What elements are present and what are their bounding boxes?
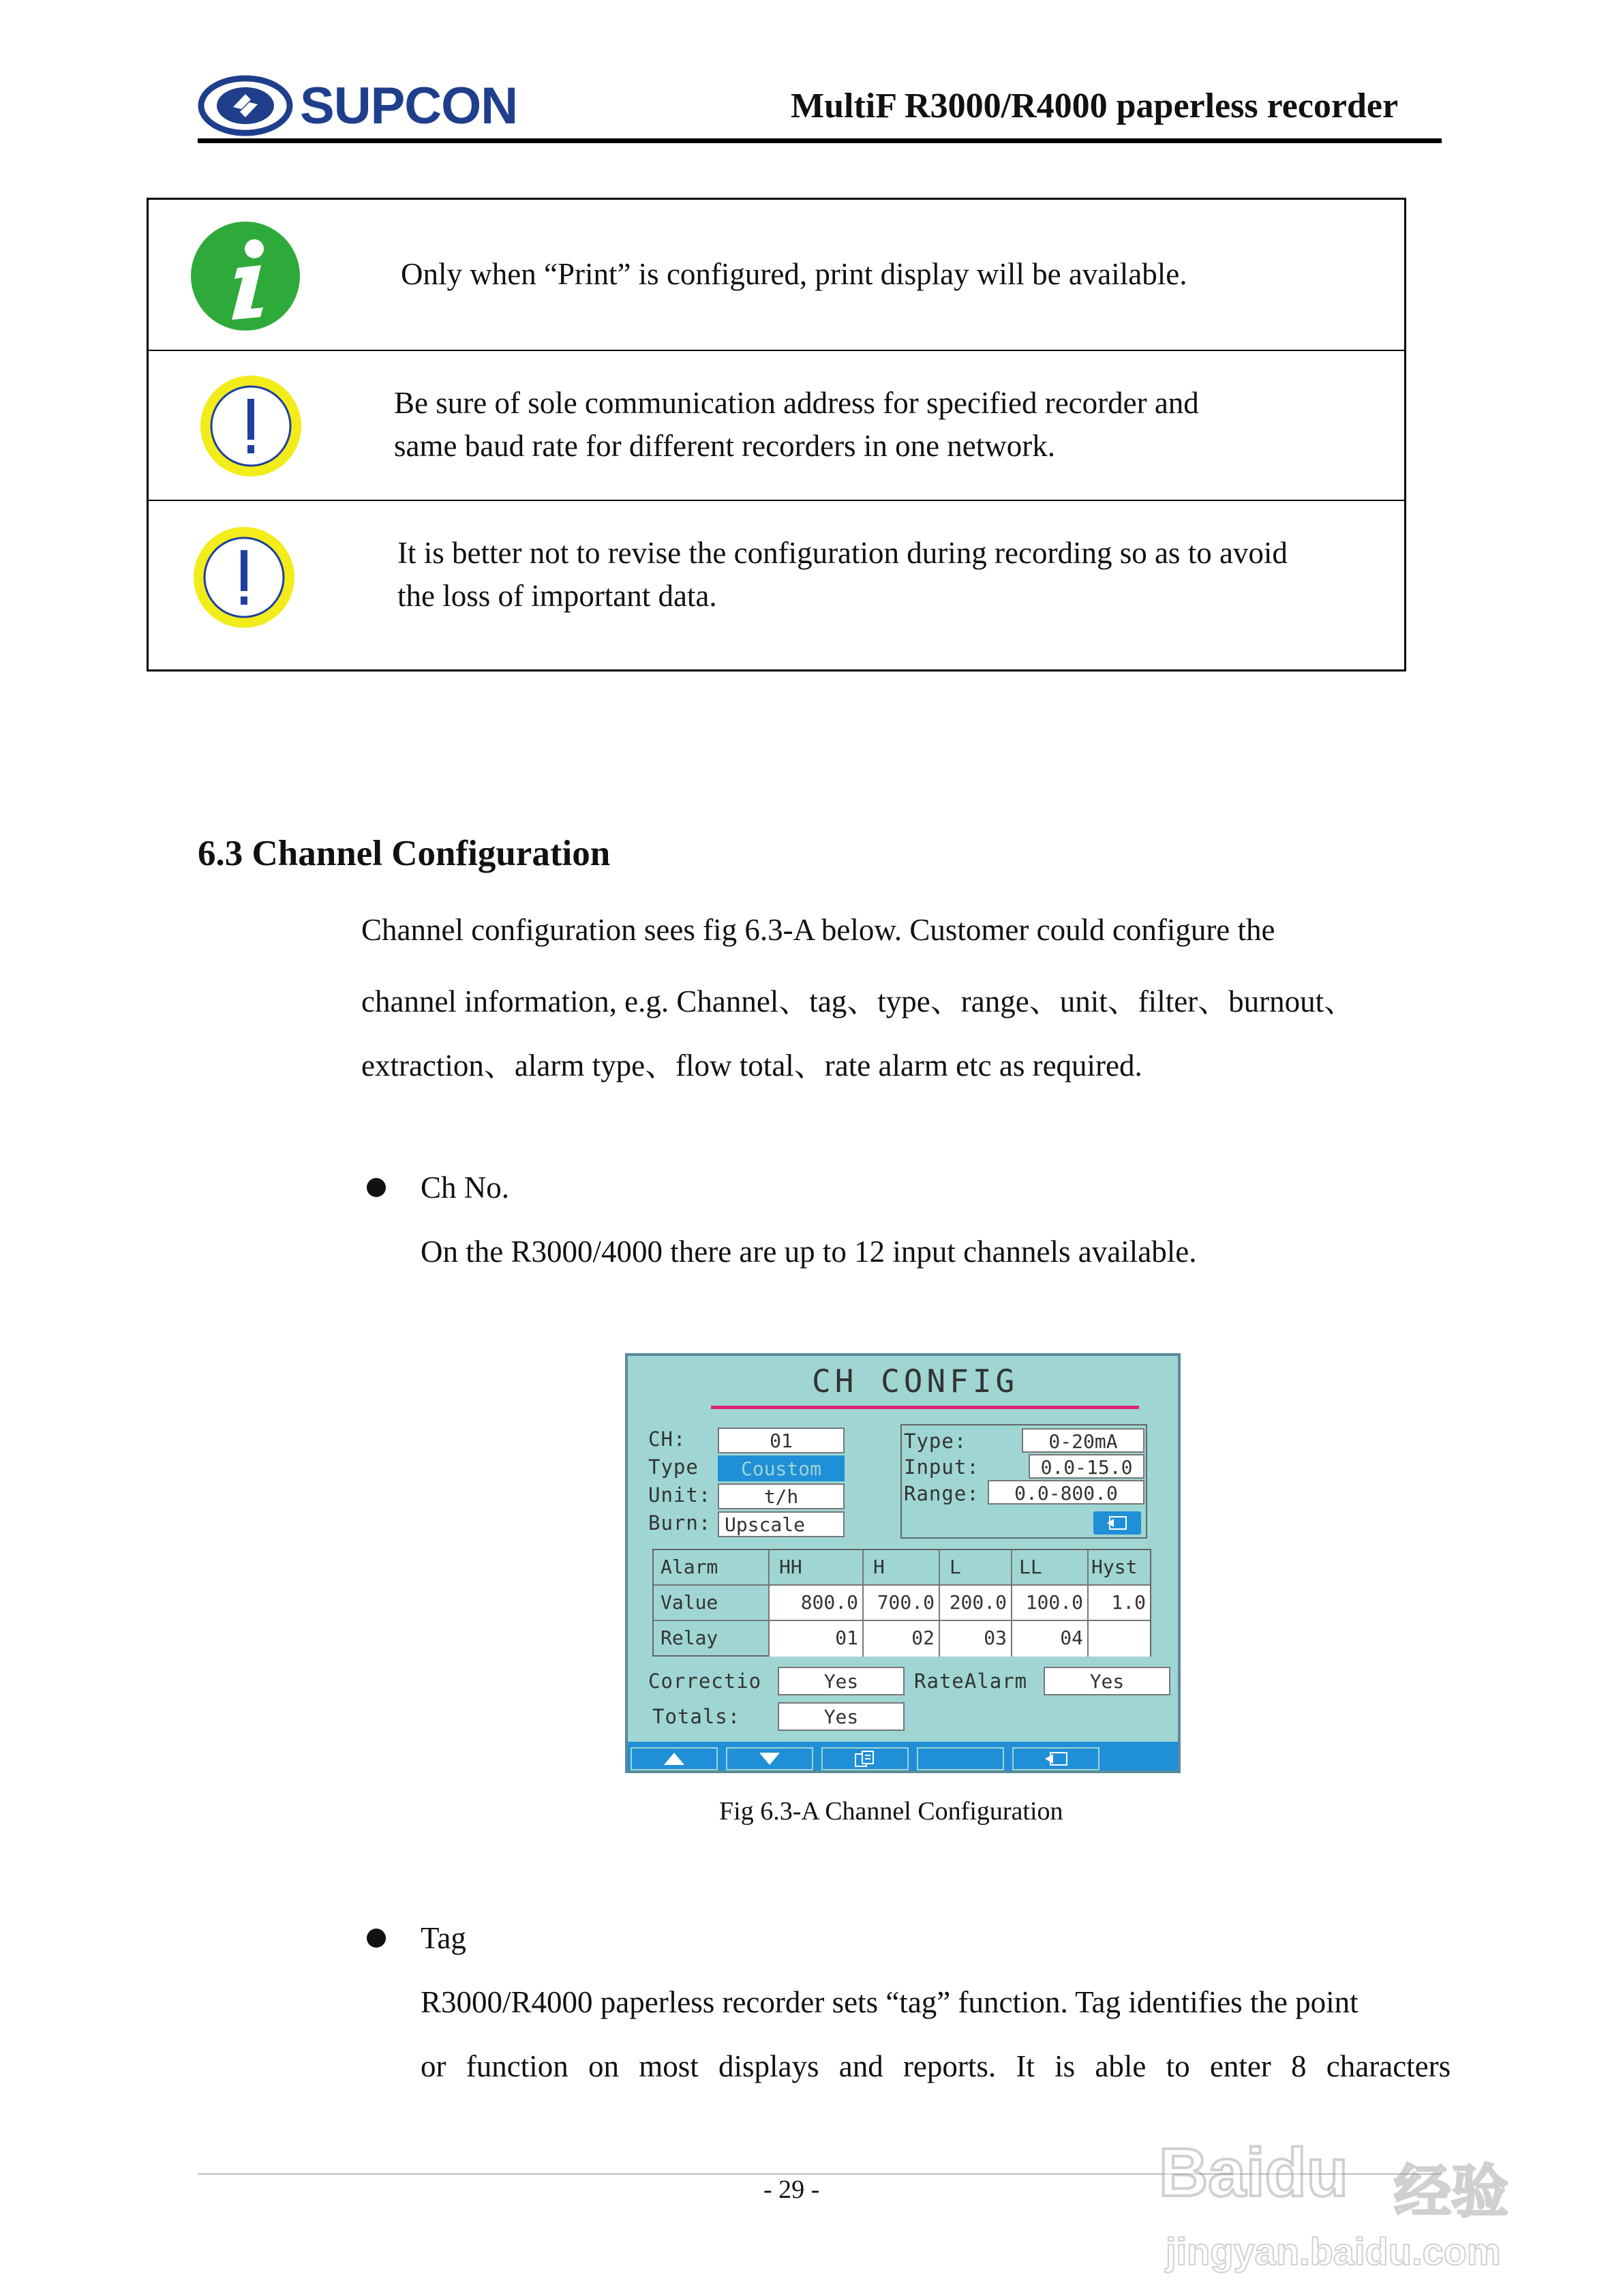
ll-relay[interactable]: 04 xyxy=(1012,1621,1089,1657)
title-underline xyxy=(711,1406,1139,1409)
screen-title: CH CONFIG xyxy=(812,1363,1019,1400)
rate-alarm-label: RateAlarm xyxy=(914,1670,1028,1693)
ll-value[interactable]: 100.0 xyxy=(1012,1586,1089,1621)
h-value[interactable]: 700.0 xyxy=(864,1586,940,1621)
correction-label: Correctio xyxy=(648,1670,762,1693)
enter-button[interactable] xyxy=(1093,1511,1141,1535)
table-header-cell: LL xyxy=(1012,1550,1089,1586)
page-number: - 29 - xyxy=(763,2175,820,2204)
input-type-label: Type: xyxy=(904,1430,967,1453)
burn-field[interactable]: Upscale xyxy=(718,1511,845,1537)
baidu-watermark xyxy=(1159,2113,1541,2291)
type-label: Type xyxy=(648,1455,699,1479)
table-header-cell: L xyxy=(940,1550,1012,1586)
watermark-url: jingyan.baidu.com xyxy=(1166,2230,1501,2273)
range-field[interactable]: 0.0-800.0 xyxy=(988,1480,1144,1505)
notice-line: same baud rate for different recorders in one network. xyxy=(394,429,1056,463)
watermark-brand: Baidu xyxy=(1159,2134,1348,2211)
paragraph-line: Channel configuration sees fig 6.3-A below. Customer could configure the xyxy=(361,913,1275,947)
hyst-relay[interactable] xyxy=(1089,1621,1150,1657)
notice-row xyxy=(149,351,1404,501)
totals-field[interactable]: Yes xyxy=(778,1702,905,1731)
totals-label: Totals: xyxy=(652,1705,741,1728)
figure-caption: Fig 6.3-A Channel Configuration xyxy=(719,1797,1063,1826)
up-arrow-icon xyxy=(663,1751,686,1766)
section-title: 6.3 Channel Configuration xyxy=(198,834,611,873)
table-header-cell: Alarm xyxy=(654,1550,770,1586)
ch-field[interactable]: 01 xyxy=(718,1428,845,1453)
h-relay[interactable]: 02 xyxy=(864,1621,940,1657)
bullet-dot xyxy=(367,1929,386,1948)
input-range-label: Input: xyxy=(904,1455,980,1479)
enter-icon xyxy=(1093,1511,1141,1535)
l-value[interactable]: 200.0 xyxy=(940,1586,1012,1621)
bullet-text: or function on most displays and reports. It is able to enter 8 characters xyxy=(421,2049,1451,2083)
brand-name: SUPCON xyxy=(300,77,518,135)
down-button[interactable] xyxy=(726,1747,813,1770)
header-divider xyxy=(198,138,1442,143)
table-header-cell: H xyxy=(864,1550,940,1586)
notice-row xyxy=(149,501,1404,671)
unit-label: Unit: xyxy=(648,1483,712,1507)
notice-line: It is better not to revise the configuration during recording so as to avoid xyxy=(397,536,1288,570)
up-button[interactable] xyxy=(631,1747,718,1770)
table-header-cell: HH xyxy=(770,1550,864,1586)
copy-button[interactable] xyxy=(821,1747,909,1770)
notice-line: Be sure of sole communication address for specified recorder and xyxy=(394,386,1199,420)
table-header-cell: Hyst xyxy=(1089,1550,1150,1586)
warning-icon xyxy=(196,372,305,481)
ch-label: CH: xyxy=(648,1428,686,1451)
return-icon xyxy=(1041,1750,1071,1768)
notice-table xyxy=(147,198,1406,671)
blank-button[interactable] xyxy=(917,1747,1004,1770)
type-field[interactable]: Coustom xyxy=(718,1455,845,1481)
input-type-field[interactable]: 0-20mA xyxy=(1022,1428,1144,1453)
document-title: MultiF R3000/R4000 paperless recorder xyxy=(791,87,1399,125)
l-relay[interactable]: 03 xyxy=(940,1621,1012,1657)
notice-line: the loss of important data. xyxy=(397,579,717,613)
input-range-field[interactable]: 0.0-15.0 xyxy=(1029,1454,1144,1479)
burn-label: Burn: xyxy=(648,1511,712,1535)
bullet-heading: Ch No. xyxy=(421,1170,510,1205)
watermark-cn: 经验 xyxy=(1394,2158,1509,2225)
paragraph-line: channel information, e.g. Channel、tag、type、range、unit、filter、burnout、 xyxy=(361,984,1355,1018)
alarm-table xyxy=(652,1549,1151,1657)
rate-alarm-field[interactable]: Yes xyxy=(1044,1667,1170,1695)
range-label: Range: xyxy=(904,1482,980,1505)
hyst-value[interactable]: 1.0 xyxy=(1089,1586,1150,1621)
info-icon xyxy=(189,220,302,333)
correction-field[interactable]: Yes xyxy=(778,1667,905,1695)
relay-row-label: Relay xyxy=(654,1621,770,1657)
value-row-label: Value xyxy=(654,1586,770,1621)
bullet-dot xyxy=(367,1178,386,1197)
warning-icon xyxy=(189,523,299,632)
paragraph-line: extraction、alarm type、flow total、rate alarm etc as required. xyxy=(361,1048,1142,1083)
function-key-bar xyxy=(628,1742,1178,1773)
notice-line: Only when “Print” is configured, print display will be available. xyxy=(401,257,1187,291)
unit-field[interactable]: t/h xyxy=(718,1483,845,1509)
bullet-text: R3000/R4000 paperless recorder sets “tag” function. Tag identifies the point xyxy=(421,1985,1359,2019)
return-button[interactable] xyxy=(1012,1747,1099,1770)
down-arrow-icon xyxy=(758,1751,781,1766)
hh-relay[interactable]: 01 xyxy=(770,1621,864,1657)
ch-config-screen xyxy=(625,1353,1181,1773)
notice-row xyxy=(149,200,1404,351)
copy-icon xyxy=(851,1750,879,1768)
bullet-text: On the R3000/4000 there are up to 12 input channels available. xyxy=(421,1235,1197,1269)
hh-value[interactable]: 800.0 xyxy=(770,1586,864,1621)
bullet-heading: Tag xyxy=(421,1921,466,1955)
